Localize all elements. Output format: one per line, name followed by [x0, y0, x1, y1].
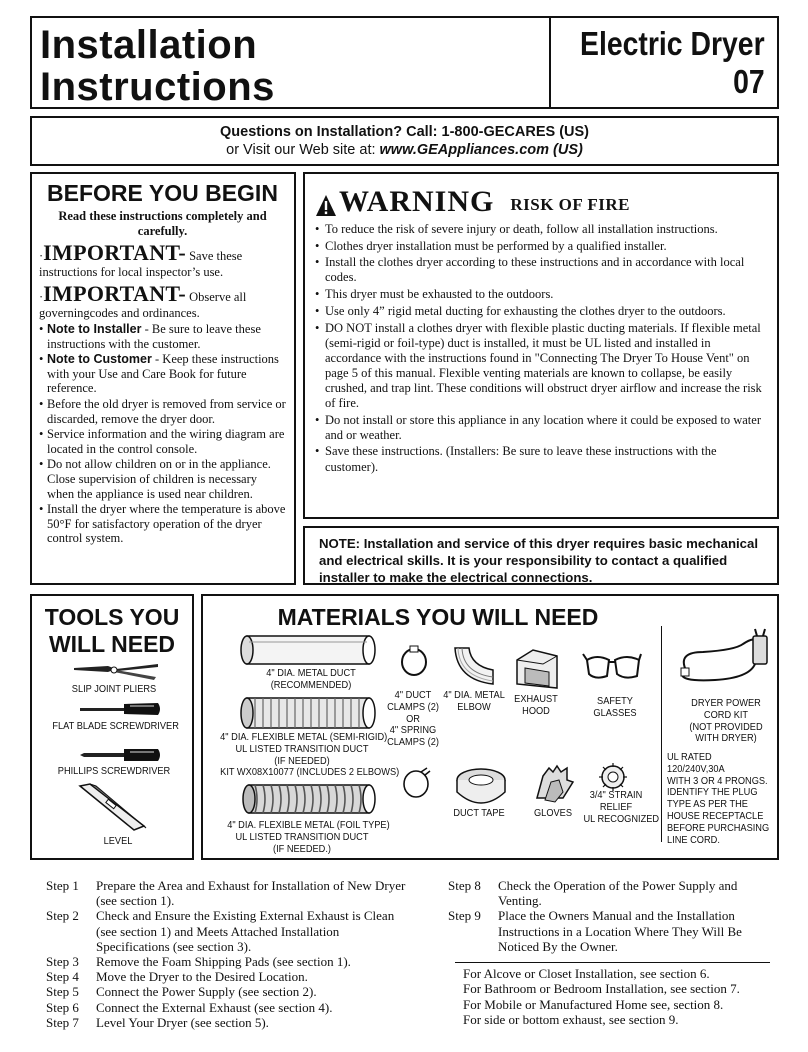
- list-item-text: Service information and the wiring diagram are located in the control console.: [47, 427, 285, 456]
- step-8: Step 8 Check the Operation of the Power Supply and Venting.: [448, 878, 738, 909]
- step-6: Step 6 Connect the External Exhaust (see section 4).: [46, 999, 333, 1015]
- list-item: [39, 322, 286, 351]
- flat-screwdriver-icon: [78, 699, 162, 719]
- product-code: 07: [733, 63, 765, 100]
- tools-title-line-1: TOOLS YOU: [44, 604, 180, 630]
- list-item: • DO NOT install a clothes dryer with flexible plastic ducting materials. If flexible metal (semi-rigid or foil-type) duct is installed, it must be UL listed and installed in accordance with the instructions found in "Connecting The Dryer To House Vent" on page 5 of this manual. Flexible venting materials are known to collapse, be easily crushed, and trap lint. These conditions will obstruct dryer airflow and increase the risk of fire.: [315, 321, 767, 412]
- before-you-begin-list: [39, 322, 286, 546]
- duct-tape-label: DUCT TAPE: [453, 807, 505, 819]
- list-item-bold: Note to Customer: [47, 352, 152, 367]
- safety-glasses-label: SAFETY GLASSES: [593, 695, 637, 719]
- clamps-label: 4" DUCT CLAMPS (2) OR 4" SPRING CLAMPS (2): [387, 689, 439, 749]
- title-line-1: Installation: [40, 23, 258, 67]
- warning-header: [315, 182, 767, 218]
- list-item-bold: Note to Installer: [47, 322, 142, 336]
- level-icon: [78, 782, 148, 834]
- phillips-screwdriver-label: PHILLIPS SCREWDRIVER: [57, 765, 171, 777]
- exhaust-hood-icon: [513, 646, 559, 692]
- flat-screwdriver-label: FLAT BLADE SCREWDRIVER: [52, 720, 179, 732]
- tools-title: [32, 604, 192, 658]
- step-3: Step 3 Remove the Foam Shipping Pads (see section 1).: [46, 954, 351, 970]
- step-9: Step 9 Place the Owners Manual and the Installation Instructions in a Location Where They Will Be Noticed By the Owner.: [448, 908, 742, 954]
- important-text-2: Observe all governingcodes and ordinances.: [39, 289, 247, 320]
- materials-box: [201, 594, 779, 860]
- special-installations: [463, 966, 740, 1027]
- list-item: • To reduce the risk of severe injury or death, follow all installation instructions.: [315, 222, 767, 237]
- important-text-1: Save these instructions for local inspector’s use.: [39, 249, 243, 279]
- materials-divider: [661, 626, 662, 842]
- metal-duct-label: 4" DIA. METAL DUCT (RECOMMENDED): [266, 667, 356, 691]
- level-label: LEVEL: [103, 835, 133, 847]
- list-item: • Do not install or store this appliance in any location where it could be exposed to water and or weather.: [315, 413, 767, 443]
- step-5: Step 5 Connect the Power Supply (see section 2).: [46, 984, 317, 1000]
- duct-clamp-icon: [399, 646, 429, 678]
- steps-divider: [455, 962, 770, 963]
- power-cord-icon: [675, 628, 775, 688]
- step-1: Step 1 Prepare the Area and Exhaust for Installation of New Dryer (see section 1).: [46, 878, 406, 909]
- product-box: [549, 16, 779, 109]
- pliers-icon: [72, 660, 160, 682]
- phillips-screwdriver-icon: [78, 745, 162, 765]
- list-item: [39, 397, 286, 426]
- questions-call: Questions on Installation? Call: 1-800-GECARES (US): [220, 124, 589, 140]
- alcove-line: For Alcove or Closet Installation, see section 6.: [463, 966, 710, 981]
- materials-title: MATERIALS YOU WILL NEED: [277, 604, 599, 630]
- list-item-text: - Keep these instructions with your Use and Care Book for future reference.: [47, 352, 279, 396]
- warning-triangle-icon: [315, 194, 337, 218]
- strain-relief-icon: [595, 762, 631, 792]
- list-item-text: - Be sure to leave these instructions with the customer.: [47, 322, 261, 351]
- important-note-1: ·IMPORTANT- Save these instructions for local inspector’s use.: [39, 240, 243, 279]
- questions-box: [30, 116, 779, 166]
- list-item: • Clothes dryer installation must be performed by a qualified installer.: [315, 239, 767, 254]
- questions-web-prefix: or Visit our Web site at:: [226, 142, 380, 158]
- step-2: Step 2 Check and Ensure the Existing External Exhaust is Clean (see section 1) and Meets Attached Installation Specifications (see section 3).: [46, 908, 395, 954]
- note-text: NOTE: Installation and service of this dryer requires basic mechanical and electrical skills. It is your responsibility to contact a qualified installer to make the electrical connections.: [319, 536, 758, 585]
- title-line-2: Instructions: [40, 65, 275, 109]
- list-item-text: Install the dryer where the temperature is above 50°F for satisfactory operation of the dryer control system.: [47, 502, 286, 546]
- list-item: • Install the clothes dryer according to these instructions and in accordance with local codes.: [315, 255, 767, 285]
- gloves-label: GLOVES: [533, 807, 573, 819]
- warning-title: WARNING: [339, 185, 495, 218]
- power-cord-label: DRYER POWER CORD KIT (NOT PROVIDED WITH DRYER): [689, 697, 763, 745]
- important-label-1: IMPORTANT-: [43, 240, 186, 265]
- exhaust-hood-label: EXHAUST HOOD: [514, 693, 558, 717]
- flex-semi-duct-label: 4" DIA. FLEXIBLE METAL (SEMI-RIGID) UL LISTED TRANSITION DUCT (IF NEEDED) KIT WX08X10077 (INCLUDES 2 ELBOWS): [220, 731, 400, 779]
- bathroom-line: For Bathroom or Bedroom Installation, see section 7.: [463, 981, 740, 997]
- step-4: Step 4 Move the Dryer to the Desired Location.: [46, 969, 308, 985]
- list-item: [39, 427, 286, 456]
- metal-duct-icon: [239, 634, 379, 666]
- flex-semi-duct-icon: [239, 696, 379, 730]
- questions-web: [32, 141, 777, 159]
- ul-rated-text: UL RATED 120/240V,30A WITH 3 OR 4 PRONGS. IDENTIFY THE PLUG TYPE AS PER THE HOUSE RECEPTACLE BEFORE PURCHASING LINE CORD.: [667, 751, 770, 846]
- list-item: [39, 457, 286, 501]
- gloves-icon: [533, 762, 577, 804]
- list-item-text: Before the old dryer is removed from service or discarded, remove the dryer door.: [47, 396, 286, 426]
- before-you-begin-box: [30, 172, 296, 585]
- tools-title-line-2: WILL NEED: [48, 631, 176, 657]
- important-note-2: ·IMPORTANT- Observe all governingcodes and ordinances.: [39, 280, 247, 320]
- read-instructions: Read these instructions completely and carefully.: [58, 209, 267, 238]
- elbow-label: 4" DIA. METAL ELBOW: [443, 689, 505, 713]
- important-label-2: IMPORTANT-: [43, 280, 186, 306]
- website-link[interactable]: www.GEAppliances.com (US): [379, 142, 583, 158]
- list-item: • This dryer must be exhausted to the outdoors.: [315, 287, 767, 302]
- steps-right: [448, 878, 778, 954]
- steps-left: [46, 878, 406, 1030]
- product-name: Electric Dryer: [580, 25, 765, 62]
- spring-clamp-icon: [401, 768, 431, 800]
- side-exhaust-line: For side or bottom exhaust, see section 9.: [463, 1011, 679, 1027]
- note-box: [303, 526, 779, 585]
- duct-tape-icon: [455, 766, 507, 806]
- list-item: • Use only 4” rigid metal ducting for exhausting the clothes dryer to the outdoors.: [315, 304, 767, 319]
- safety-glasses-icon: [583, 652, 643, 686]
- list-item: [39, 352, 286, 396]
- before-you-begin-title: BEFORE YOU BEGIN: [47, 180, 278, 206]
- title-box: [30, 16, 549, 109]
- flex-foil-duct-icon: [241, 782, 377, 816]
- elbow-icon: [453, 646, 497, 686]
- step-7: Step 7 Level Your Dryer (see section 5).: [46, 1014, 269, 1030]
- list-item-text: Do not allow children on or in the appliance. Close supervision of children is necessary when the appliance is used near children.: [47, 457, 271, 501]
- warning-risk: RISK OF FIRE: [510, 195, 631, 214]
- flex-foil-duct-label: 4" DIA. FLEXIBLE METAL (FOIL TYPE) UL LISTED TRANSITION DUCT (IF NEEDED.): [227, 819, 390, 855]
- warning-list: [315, 222, 767, 475]
- list-item: • Save these instructions. (Installers: Be sure to leave these instructions with the customer).: [315, 444, 767, 474]
- list-item: [39, 502, 286, 546]
- pliers-label: SLIP JOINT PLIERS: [71, 683, 157, 695]
- mobile-home-line: For Mobile or Manufactured Home see, section 8.: [463, 996, 724, 1012]
- warning-box: [303, 172, 779, 519]
- strain-relief-label: 3/4" STRAIN RELIEF UL RECOGNIZED: [583, 789, 660, 825]
- tools-box: [30, 594, 194, 860]
